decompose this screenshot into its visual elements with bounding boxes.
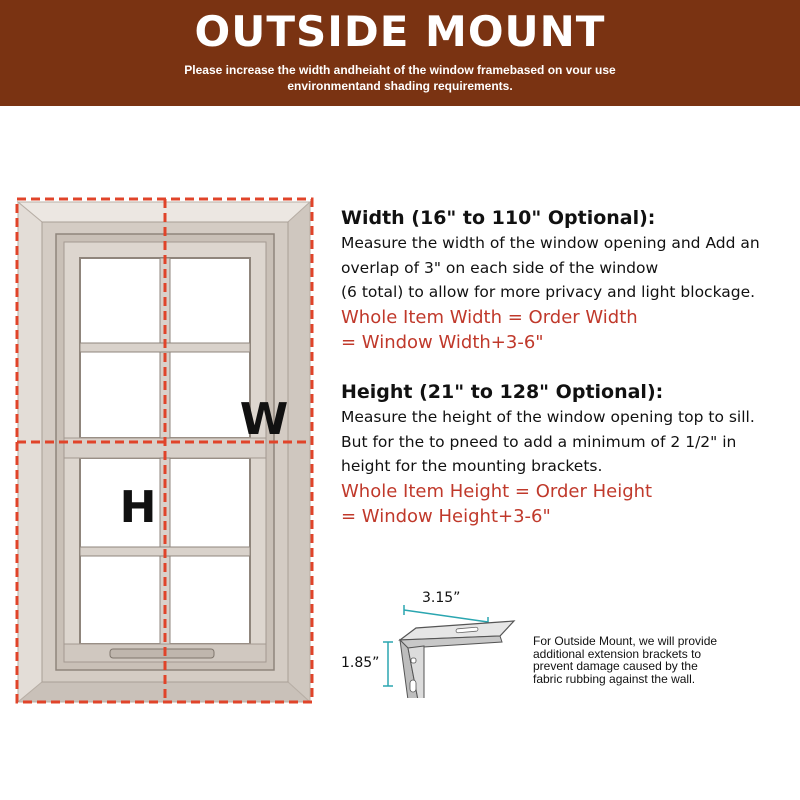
window-diagram <box>0 190 330 710</box>
window-handle-icon <box>110 649 214 658</box>
subtitle-line-2: environmentand shading requirements. <box>287 79 513 93</box>
bracket-height-label: 1.85” <box>341 655 380 671</box>
width-title: Width (16" to 110" Optional): <box>341 207 656 229</box>
width-line-3: (6 total) to allow for more privacy and light blockage. <box>341 283 756 301</box>
height-section <box>341 380 796 529</box>
height-label: H <box>119 482 157 533</box>
height-formula-1: Whole Item Height = Order Height <box>341 480 653 502</box>
height-line-1: Measure the height of the window opening top to sill. <box>341 408 755 426</box>
subtitle-line-1: Please increase the width andheiaht of the window framebased on vour use <box>184 63 616 77</box>
width-formula-2: = Window Width+3-6" <box>341 331 544 353</box>
page-subtitle <box>150 62 650 94</box>
height-formula-2: = Window Height+3-6" <box>341 505 551 527</box>
bracket-width-label: 3.15” <box>422 590 461 606</box>
width-line-2: overlap of 3" on each side of the window <box>341 258 659 277</box>
page-title: OUTSIDE MOUNT <box>194 7 606 56</box>
note-line-4: fabric rubbing against the wall. <box>533 671 696 686</box>
height-line-2: But for the to pneed to add a minimum of 2 1/2" in <box>341 432 737 451</box>
window-illustration <box>0 190 330 710</box>
width-formula-1: Whole Item Width = Order Width <box>341 306 638 328</box>
note-line-2: additional extension brackets to <box>533 646 702 661</box>
width-section <box>341 206 796 355</box>
width-line-1: Measure the width of the window opening and Add an <box>341 234 760 252</box>
bracket-diagram <box>336 588 526 698</box>
note-line-3: prevent damage caused by the <box>533 659 698 673</box>
header-banner <box>0 0 800 106</box>
width-label: W <box>239 394 289 445</box>
bracket-note <box>533 635 773 685</box>
height-line-3: height for the mounting brackets. <box>341 457 603 475</box>
height-title: Height (21" to 128" Optional): <box>341 381 664 403</box>
note-line-1: For Outside Mount, we will provide <box>533 634 718 648</box>
